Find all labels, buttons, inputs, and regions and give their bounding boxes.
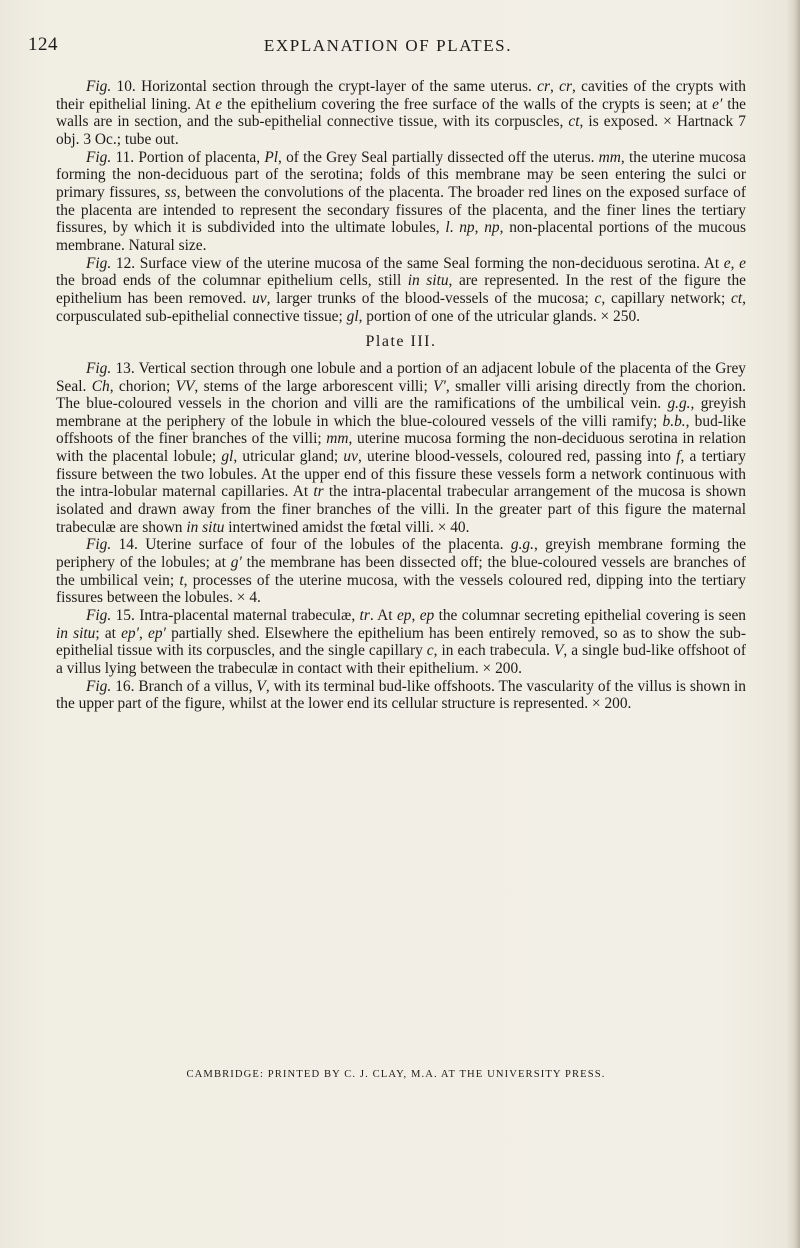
running-head: EXPLANATION OF PLATES. bbox=[263, 36, 513, 55]
text-run: the membrane has been dissected off; the blue-coloured vessels are branches of the umbilical vein; bbox=[56, 554, 746, 589]
figure-explanation-fig10 bbox=[56, 78, 746, 149]
text-run: 15. Intra-placental maternal trabeculæ, bbox=[111, 607, 360, 625]
text-run: , chorion; bbox=[109, 377, 176, 395]
text-run: , smaller villi arising directly from the chorion. The blue-coloured vessels in the chorion and villi are the ramifications of the umbilical vein. bbox=[56, 377, 746, 413]
italic-term: f bbox=[676, 448, 681, 466]
italic-term: mm bbox=[326, 430, 349, 448]
italic-term: uv bbox=[343, 448, 358, 466]
italic-term: Fig. bbox=[86, 78, 112, 95]
text-run: , processes of the uterine mucosa, with the vessels coloured red, dipping into the tertiary fissures between the lobules. × 4. bbox=[56, 571, 747, 607]
italic-term: in situ bbox=[186, 518, 225, 536]
text-run: the epithelium covering the free surface of the walls of the crypts is seen; at bbox=[222, 95, 713, 113]
text-run: , are represented. In the rest of the figure the epithelium has been removed. bbox=[56, 272, 746, 307]
text-run: , bbox=[139, 624, 149, 642]
italic-term: g.g. bbox=[667, 395, 691, 413]
italic-term: np bbox=[459, 219, 475, 237]
italic-term: ep′ bbox=[121, 624, 139, 642]
text-run: , portion of one of the utricular glands. × 250. bbox=[358, 307, 640, 325]
text-run: , greyish membrane at the periphery of the lobule in which the blue-coloured vessels of the villi ramify; bbox=[56, 395, 747, 430]
text-run: , non-placental portions of the mucous membrane. Natural size. bbox=[56, 219, 746, 254]
text-run: 16. Branch of a villus, bbox=[111, 677, 257, 695]
italic-term: g′ bbox=[230, 554, 242, 572]
text-run: , capillary network; bbox=[601, 289, 732, 307]
italic-term: b.b. bbox=[662, 412, 686, 430]
text-run: , between the convolutions of the placenta. The broader red lines on the exposed surface of the placenta are intended to represent the secondary fissures of the placenta, and the finer lines the tertiary fissures, by which it is subdivided into the ultimate lobules, bbox=[56, 183, 746, 237]
text-run: the columnar secreting epithelial covering is seen bbox=[434, 607, 746, 625]
text-run: 11. Portion of placenta, bbox=[111, 148, 265, 166]
italic-term: g.g. bbox=[510, 536, 534, 554]
figure-explanation-fig16 bbox=[56, 678, 746, 713]
italic-term: Ch bbox=[91, 377, 110, 395]
italic-term: c bbox=[426, 642, 434, 660]
plate-heading: Plate III. bbox=[365, 333, 437, 351]
text-run: , bbox=[474, 219, 485, 237]
page-edge-shadow bbox=[786, 0, 800, 1248]
italic-term: e bbox=[723, 254, 731, 272]
text-run: , larger trunks of the blood-vessels of the mucosa; bbox=[266, 289, 595, 307]
italic-term: e bbox=[215, 95, 223, 113]
italic-term: Pl bbox=[264, 148, 278, 166]
italic-term: uv bbox=[252, 289, 267, 307]
italic-term: cr bbox=[537, 78, 550, 95]
italic-term: tr bbox=[313, 483, 324, 501]
italic-term: Fig. bbox=[86, 359, 112, 377]
text-run: , with its terminal bud-like offshoots. The vascularity of the villus is shown in the upper part of the figure, whilst at the lower end its cellular structure is represented. × 200. bbox=[56, 677, 746, 713]
text-run: intertwined amidst the fœtal villi. × 40. bbox=[224, 518, 470, 536]
italic-term: l bbox=[445, 219, 450, 237]
text-run: , of the Grey Seal partially dissected off the uterus. bbox=[278, 148, 599, 166]
text-run: , is exposed. × Hartnack 7 obj. 3 Oc.; tube out. bbox=[56, 113, 746, 148]
figure-explanation-fig15 bbox=[56, 607, 746, 678]
italic-term: ct bbox=[568, 113, 580, 131]
text-run: , a tertiary fissure between the two lobules. At the upper end of this fissure these vessels form a network continuous with the intra-lobular maternal capillaries. At bbox=[56, 448, 746, 501]
text-run: the walls are in section, and the sub-epithelial connective tissue, with its corpuscles, bbox=[56, 95, 746, 131]
text-run: . bbox=[449, 219, 460, 237]
text-run: , greyish membrane forming the periphery of the lobules; at bbox=[56, 536, 746, 572]
figure-explanation-fig14 bbox=[56, 536, 746, 607]
italic-term: tr bbox=[359, 607, 370, 625]
text-run: , a single bud-like offshoot of a villus lying between the trabeculæ in contact with their epithelium. × 200. bbox=[56, 642, 747, 677]
text-run: 14. Uterine surface of four of the lobules of the placenta. bbox=[111, 536, 511, 554]
italic-term: in situ bbox=[56, 624, 96, 642]
figure-explanation-fig11 bbox=[56, 149, 746, 255]
figure-explanation-fig13 bbox=[56, 360, 746, 537]
figure-explanation-fig12 bbox=[56, 255, 746, 326]
italic-term: VV bbox=[175, 377, 195, 395]
italic-term: e bbox=[739, 254, 746, 272]
italic-term: e′ bbox=[712, 95, 723, 113]
italic-term: gl bbox=[221, 448, 234, 466]
text-run: partially shed. Elsewhere the epithelium has been entirely removed, so as to show the sub-epithelial tissue with its corpuscles, and the single capillary bbox=[56, 624, 746, 660]
text-run: , bbox=[550, 78, 560, 95]
text-run: , the uterine mucosa forming the non-deciduous part of the serotina; folds of this membrane may be seen entering the sulci or primary fissures, bbox=[56, 148, 746, 201]
italic-term: ss bbox=[164, 183, 177, 201]
italic-term: V bbox=[256, 677, 266, 695]
text-run: the broad ends of the columnar epithelium cells, still bbox=[56, 272, 408, 290]
text-run: , stems of the large arborescent villi; bbox=[194, 377, 434, 395]
italic-term: np bbox=[484, 219, 500, 237]
italic-term: ep′ bbox=[148, 624, 166, 642]
text-run: , bbox=[411, 607, 420, 625]
text-run: , in each trabecula. bbox=[433, 642, 554, 660]
italic-term: in situ bbox=[407, 272, 449, 290]
italic-term: Fig. bbox=[86, 536, 112, 554]
text-run: , cavities of the crypts with their epithelial lining. At bbox=[56, 78, 746, 113]
text-run: , corpusculated sub-epithelial connective tissue; bbox=[56, 289, 746, 325]
italic-term: ct bbox=[731, 289, 743, 307]
text-run: ; at bbox=[95, 624, 122, 642]
italic-term: mm bbox=[598, 148, 621, 166]
italic-term: cr bbox=[559, 78, 572, 95]
text-run: 13. Vertical section through one lobule and a portion of an adjacent lobule of the placenta of the Grey Seal. bbox=[56, 359, 746, 395]
page-number: 124 bbox=[28, 34, 58, 55]
italic-term: t bbox=[179, 571, 184, 589]
text-run: , utricular gland; bbox=[233, 448, 344, 466]
italic-term: Fig. bbox=[86, 677, 112, 695]
text-run: the intra-placental trabecular arrangement of the mucosa is shown isolated and drawn away from the finer branches of the villi. In the greater part of this figure the maternal trabeculæ are shown bbox=[56, 483, 746, 536]
italic-term: ep bbox=[419, 607, 435, 625]
text-run: . At bbox=[369, 607, 397, 625]
italic-term: V bbox=[553, 642, 564, 660]
page-header bbox=[28, 34, 748, 60]
italic-term: V′ bbox=[433, 377, 446, 395]
text-run: , uterine blood-vessels, coloured red, passing into bbox=[357, 448, 677, 466]
text-run: , uterine mucosa forming the non-deciduous serotina in relation with the placental lobule; bbox=[56, 430, 747, 466]
italic-term: c bbox=[594, 289, 602, 307]
printer-imprint: CAMBRIDGE: PRINTED BY C. J. CLAY, M.A. AT THE UNIVERSITY PRESS. bbox=[186, 1069, 606, 1080]
text-run: , bud-like offshoots of the finer branches of the villi; bbox=[56, 412, 746, 448]
plate-explanations bbox=[56, 78, 746, 713]
text-run: , bbox=[730, 254, 740, 272]
text-run: 12. Surface view of the uterine mucosa of the same Seal forming the non-deciduous serotina. At bbox=[111, 254, 724, 272]
italic-term: Fig. bbox=[86, 254, 112, 272]
italic-term: ep bbox=[396, 607, 412, 625]
text-run: 10. Horizontal section through the crypt-layer of the same uterus. bbox=[111, 78, 538, 95]
italic-term: gl bbox=[346, 307, 359, 325]
italic-term: Fig. bbox=[86, 607, 112, 625]
italic-term: Fig. bbox=[86, 148, 112, 166]
